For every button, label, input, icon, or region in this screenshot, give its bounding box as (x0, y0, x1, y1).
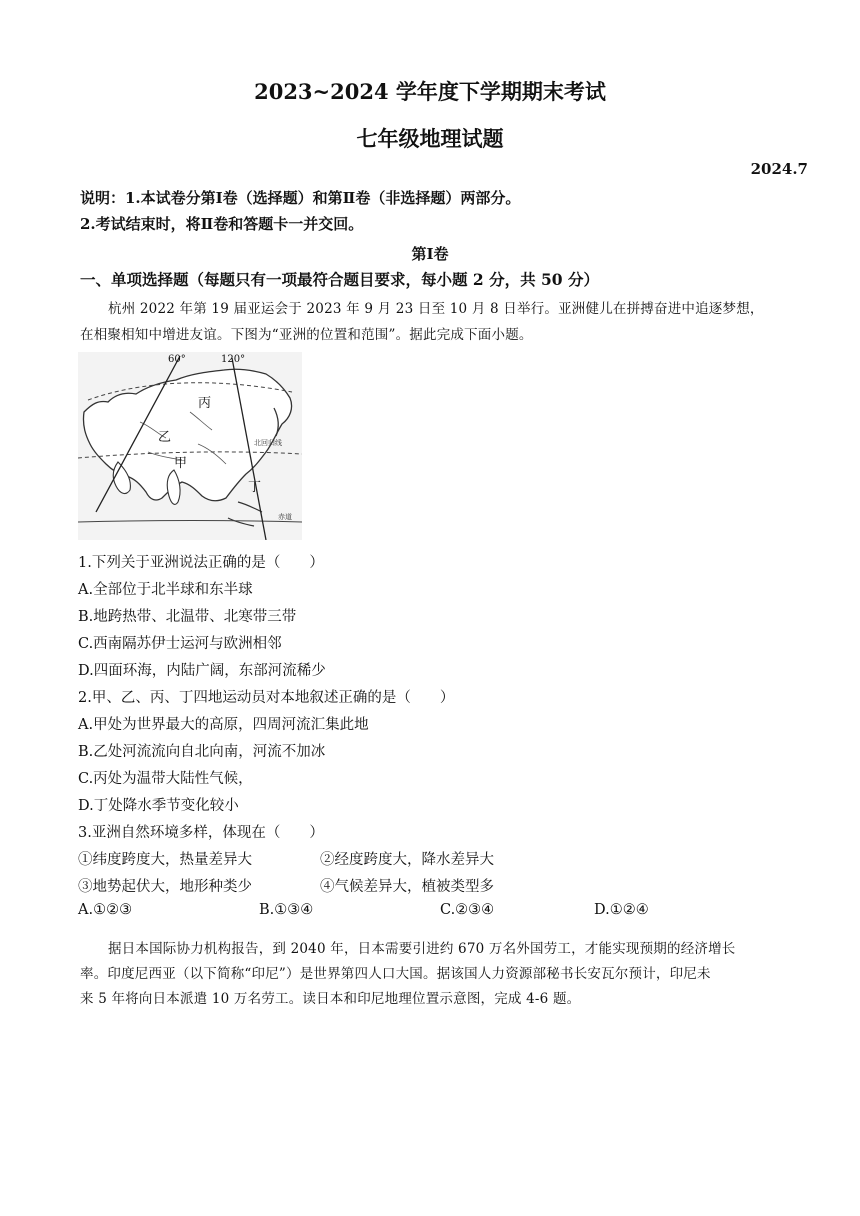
equator-label: 赤道 (278, 513, 292, 521)
question-3-choice-d: D.①②④ (594, 902, 649, 918)
longitude-label-120: 120° (221, 354, 246, 365)
question-2-option-b: B.乙处河流流向自北向南，河流不加冰 (78, 744, 326, 760)
question-1-option-a: A.全部位于北半球和东半球 (78, 582, 253, 598)
longitude-label-60: 60° (168, 354, 186, 365)
region-label-ding: 丁 (248, 480, 262, 495)
passage-2-line-2: 率。印度尼西亚（以下简称“印尼”）是世界第四人口大国。据该国人力资源部秘书长安瓦尔预计，印尼未 (80, 966, 711, 982)
region-label-jia: 甲 (174, 456, 188, 471)
question-3-statement-1: ①纬度跨度大，热量差异大 (78, 852, 252, 868)
question-3-choice-a: A.①②③ (78, 902, 133, 918)
exam-subtitle: 七年级地理试题 (356, 126, 504, 151)
question-1-option-d: D.四面环海，内陆广阔，东部河流稀少 (78, 663, 326, 679)
question-2-stem: 2.甲、乙、丙、丁四地运动员对本地叙述正确的是（ ） (78, 690, 455, 706)
passage-2-line-1: 据日本国际协力机构报告，到 2040 年，日本需要引进约 670 万名外国劳工，才能实现预期的经济增长 (108, 941, 736, 957)
region-label-yi: 丙 (198, 396, 212, 411)
instructions-line-2: 2.考试结束时，将Ⅱ卷和答题卡一并交回。 (80, 215, 364, 233)
passage-1-line-2: 在相聚相知中增进友谊。下图为“亚洲的位置和范围”。据此完成下面小题。 (80, 327, 533, 343)
exam-title: 2023~2024 学年度下学期期末考试 (254, 79, 606, 104)
region-label-bing: 乙 (158, 430, 172, 445)
question-2-option-c: C.丙处为温带大陆性气候， (78, 771, 253, 787)
question-3-statement-2: ②经度跨度大，降水差异大 (320, 852, 494, 868)
question-3-stem: 3.亚洲自然环境多样，体现在（ ） (78, 825, 324, 841)
question-3-choice-c: C.②③④ (440, 902, 495, 918)
question-2-option-d: D.丁处降水季节变化较小 (78, 798, 239, 814)
question-3-statement-4: ④气候差异大，植被类型多 (320, 879, 494, 895)
passage-2-line-3: 来 5 年将向日本派遣 10 万名劳工。读日本和印尼地理位置示意图，完成 4-6 题。 (80, 991, 581, 1007)
question-1-option-b: B.地跨热带、北温带、北寒带三带 (78, 609, 297, 625)
tropic-label: 北回归线 (254, 439, 282, 447)
question-3-choice-b: B.①③④ (259, 902, 314, 918)
passage-1-line-1: 杭州 2022 年第 19 届亚运会于 2023 年 9 月 23 日至 10 月 8 日举行。亚洲健儿在拼搏奋进中追逐梦想， (108, 301, 764, 317)
asia-map (78, 352, 302, 540)
section-heading: 一、单项选择题（每题只有一项最符合题目要求，每小题 2 分，共 50 分） (80, 270, 599, 289)
exam-date: 2024.7 (750, 160, 808, 178)
question-1-stem: 1.下列关于亚洲说法正确的是（ ） (78, 555, 324, 571)
question-2-option-a: A.甲处为世界最大的高原，四周河流汇集此地 (78, 717, 369, 733)
question-1-option-c: C.西南隔苏伊士运河与欧洲相邻 (78, 636, 282, 652)
volume-heading: 第Ⅰ卷 (411, 245, 449, 263)
question-3-statement-3: ③地势起伏大，地形种类少 (78, 879, 252, 895)
instructions-line-1: 说明：1.本试卷分第Ⅰ卷（选择题）和第Ⅱ卷（非选择题）两部分。 (80, 189, 521, 207)
